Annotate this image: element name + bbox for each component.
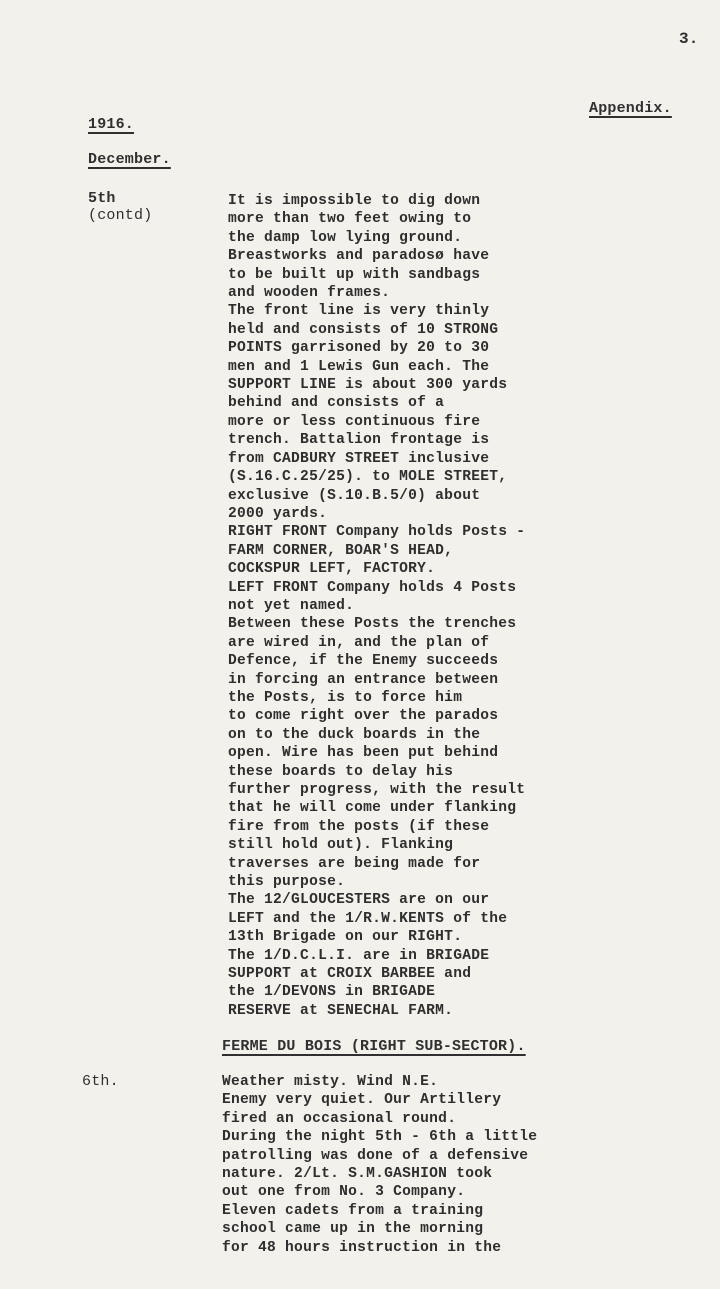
text-line: that he will come under flanking [228,800,517,817]
entry-6th-text [222,1073,537,1257]
text-line: school came up in the morning [222,1221,484,1238]
text-line: these boards to delay his [228,763,454,780]
text-line: to come right over the parados [228,708,499,725]
text-line: more than two feet owing to [228,211,472,228]
text-line: more or less continuous fire [228,413,481,430]
text-line: LEFT FRONT Company holds 4 Posts [228,579,517,596]
text-line: FARM CORNER, BOAR'S HEAD, [228,542,454,559]
text-line: POINTS garrisoned by 20 to 30 [228,340,490,357]
text-line: (S.16.C.25/25). to MOLE STREET, [228,469,508,486]
text-line: The 12/GLOUCESTERS are on our [228,892,490,909]
text-line: 13th Brigade on our RIGHT. [228,929,463,946]
text-line: During the night 5th - 6th a little [222,1129,538,1146]
page-number: 3. [679,30,699,48]
text-line: further progress, with the result [228,782,526,798]
entry-date-contd: (contd) [88,207,153,224]
text-line: The 1/D.C.L.I. are in BRIGADE [228,947,490,964]
text-line: held and consists of 10 STRONG [228,321,499,338]
section-heading: FERME DU BOIS (RIGHT SUB-SECTOR). [222,1038,526,1055]
text-line: and wooden frames. [228,285,391,302]
month-heading: December. [88,151,171,168]
text-line: for 48 hours instruction in the [222,1239,502,1256]
text-line: LEFT and the 1/R.W.KENTS of the [228,910,508,927]
text-line: trench. Battalion frontage is [228,432,490,449]
text-line: are wired in, and the plan of [228,634,490,651]
text-line: traverses are being made for [228,855,481,872]
text-line: COCKSPUR LEFT, FACTORY. [228,561,436,578]
text-line: fired an occasional round. [222,1110,457,1127]
text-line: this purpose. [228,874,346,891]
text-line: exclusive (S.10.B.5/0) about [228,487,481,504]
text-line: SUPPORT LINE is about 300 yards [228,377,508,394]
text-line: open. Wire has been put behind [228,745,499,762]
text-line: nature. 2/Lt. S.M.GASHION took [222,1166,493,1183]
appendix-label: Appendix. [589,100,672,117]
text-line: the Posts, is to force him [228,689,463,706]
text-line: RIGHT FRONT Company holds Posts - [228,524,526,541]
text-line: fire from the posts (if these [228,818,490,835]
text-line: not yet named. [228,597,355,614]
text-line: 2000 yards. [228,505,328,522]
text-line: to be built up with sandbags [228,266,481,283]
text-line: men and 1 Lewis Gun each. The [228,358,490,375]
year-heading: 1916. [88,116,135,133]
text-line: Defence, if the Enemy succeeds [228,653,499,670]
text-line: Eleven cadets from a training [222,1202,484,1219]
text-line: RESERVE at SENECHAL FARM. [228,1002,454,1019]
text-line: patrolling was done of a defensive [222,1147,529,1164]
text-line: out one from No. 3 Company. [222,1184,466,1201]
text-line: behind and consists of a [228,395,445,412]
text-line: SUPPORT at CROIX BARBEE and [228,966,472,983]
text-line: Breastworks and paradosø have [228,248,490,265]
text-line: Weather misty. Wind N.E. [222,1074,439,1090]
text-line: in forcing an entrance between [228,671,499,688]
text-line: The front line is very thinly [228,303,490,320]
text-line: the damp low lying ground. [228,229,463,246]
text-line: Enemy very quiet. Our Artillery [222,1092,502,1109]
text-line: It is impossible to dig down [228,193,481,209]
text-line: Between these Posts the trenches [228,616,517,633]
entry-date-6th: 6th. [82,1073,119,1090]
text-line: on to the duck boards in the [228,726,481,743]
text-line: still hold out). Flanking [228,837,454,854]
text-line: the 1/DEVONS in BRIGADE [228,984,436,1001]
entry-5th-text [228,192,525,1020]
entry-date-5th: 5th [88,190,116,207]
text-line: from CADBURY STREET inclusive [228,450,490,467]
